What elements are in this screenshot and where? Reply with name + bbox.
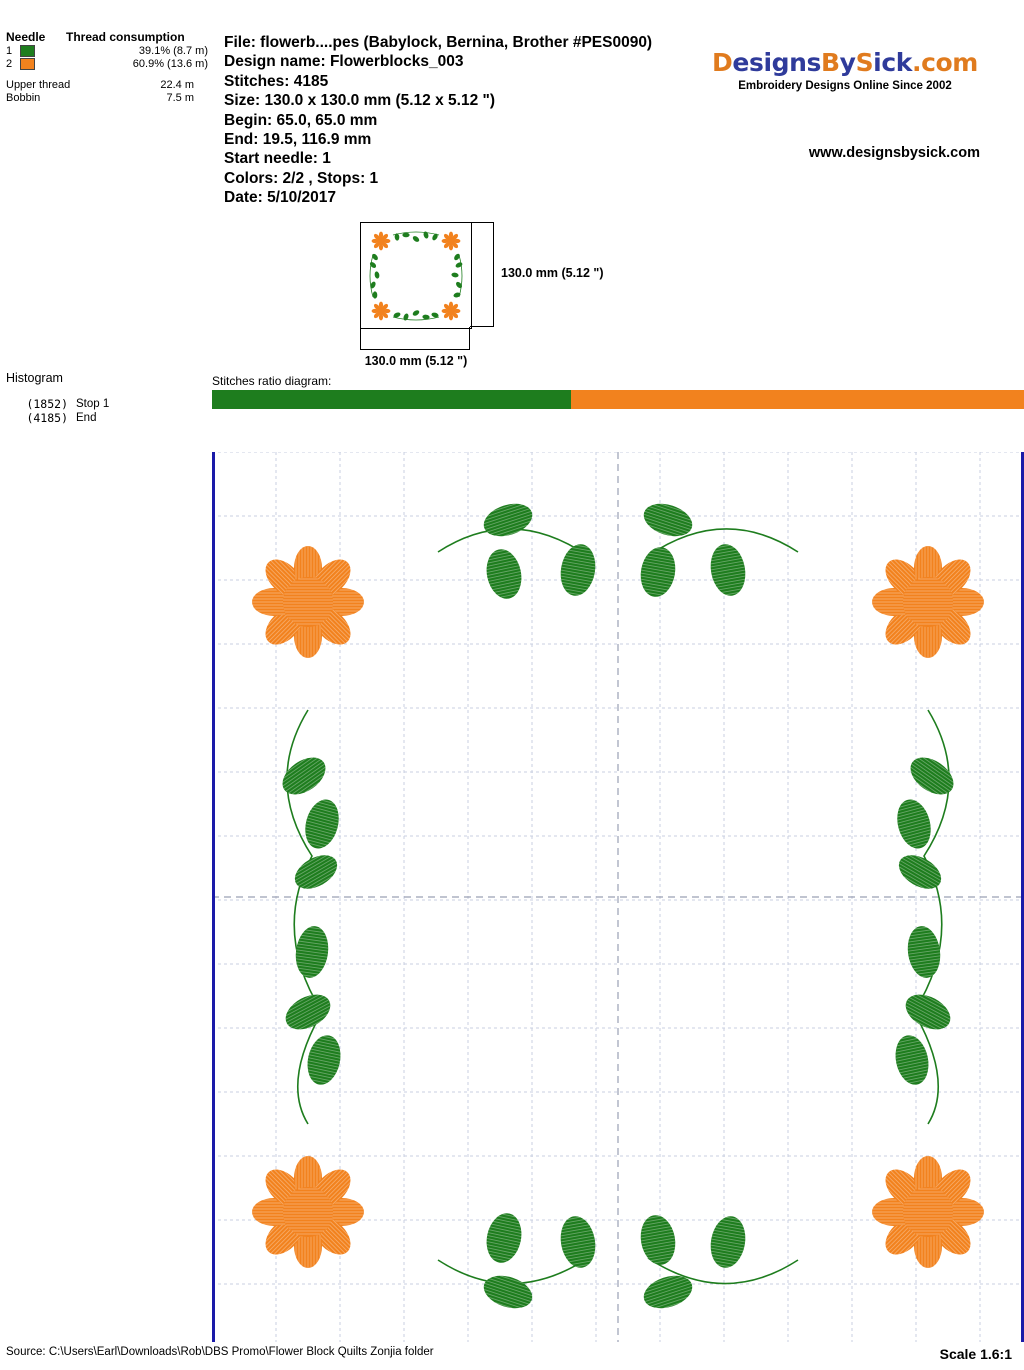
logo-text-esigns: esigns xyxy=(732,48,821,77)
needle-row xyxy=(6,44,216,57)
design-canvas xyxy=(212,452,1024,1342)
stitch-ratio-segment xyxy=(212,390,571,409)
histogram-event-label: End xyxy=(76,412,97,424)
logo-text-dotcom: .com xyxy=(912,48,978,77)
needle-table-header xyxy=(6,30,216,44)
stitch-ratio-label: Stitches ratio diagram: xyxy=(212,374,332,388)
thread-summary-label: Upper thread xyxy=(6,79,71,91)
histogram-rows xyxy=(6,397,109,425)
thread-consumption-column-header: Thread consumption xyxy=(66,30,185,44)
thread-summary-value: 7.5 m xyxy=(166,92,194,104)
thread-summary-row xyxy=(6,79,216,92)
logo-letter-y: y xyxy=(839,48,856,77)
dimension-width-label: 130.0 mm (5.12 ") xyxy=(364,354,468,368)
dimension-leader-right xyxy=(469,327,470,350)
source-path: Source: C:\Users\Earl\Downloads\Rob\DBS Promo\Flower Block Quilts Zonjia folder xyxy=(6,1346,434,1358)
dimension-leader-bottom xyxy=(470,326,494,327)
design-info-line: Stitches: 4185 xyxy=(224,72,329,90)
dimension-line-horizontal xyxy=(360,349,470,350)
needle-thread-panel xyxy=(6,30,216,105)
design-info-line: Design name: Flowerblocks_003 xyxy=(224,53,464,71)
thread-color-swatch xyxy=(20,58,35,70)
thread-summary-value: 22.4 m xyxy=(160,79,194,91)
dimension-leader-left xyxy=(360,327,361,350)
needle-rows xyxy=(6,44,216,70)
design-info-line: End: 19.5, 116.9 mm xyxy=(224,131,372,149)
stitch-ratio-bar xyxy=(212,390,1024,409)
embroidery-design-preview xyxy=(212,452,1024,1342)
histogram-row xyxy=(6,397,109,411)
needle-index: 1 xyxy=(6,44,13,57)
design-info-line: File: flowerb....pes (Babylock, Bernina, Brother #PES0090) xyxy=(224,34,653,51)
histogram-row xyxy=(6,411,109,425)
thread-summary-row xyxy=(6,92,216,105)
stitch-ratio-segment xyxy=(571,390,1024,409)
logo-text-ick: ick xyxy=(873,48,912,77)
design-info-line: Size: 130.0 x 130.0 mm (5.12 x 5.12 ") xyxy=(224,92,496,110)
design-thumbnail xyxy=(360,222,472,329)
logo-tagline: Embroidery Designs Online Since 2002 xyxy=(738,80,952,92)
logo-letter-d: D xyxy=(712,48,733,77)
thread-consumption-value: 60.9% (13.6 m) xyxy=(132,57,208,70)
histogram-event-label: Stop 1 xyxy=(76,398,110,410)
logo-letter-s: S xyxy=(855,48,874,77)
thread-summary-label: Bobbin xyxy=(6,92,41,104)
histogram-stitch-count: (1852) xyxy=(26,397,68,411)
dimension-height-label: 130.0 mm (5.12 ") xyxy=(501,266,604,280)
histogram-title: Histogram xyxy=(6,371,63,385)
thumbnail-preview-icon xyxy=(361,223,471,328)
design-info-block xyxy=(224,33,652,208)
design-info-line: Start needle: 1 xyxy=(224,150,331,168)
logo-letter-b: B xyxy=(821,48,840,77)
design-info-line: Begin: 65.0, 65.0 mm xyxy=(224,111,378,129)
needle-column-header: Needle xyxy=(6,30,46,44)
design-info-line: Date: 5/10/2017 xyxy=(224,189,337,207)
thread-color-swatch xyxy=(20,45,35,57)
hoop-boundary-left xyxy=(212,452,215,1342)
thread-consumption-value: 39.1% (8.7 m) xyxy=(138,44,208,57)
design-thumbnail-diagram xyxy=(360,222,620,372)
scale-label: Scale 1.6:1 xyxy=(939,1346,1012,1362)
design-info-line: Colors: 2/2 , Stops: 1 xyxy=(224,169,379,187)
dimension-leader-top xyxy=(470,222,494,223)
needle-index: 2 xyxy=(6,57,13,70)
histogram-panel xyxy=(6,371,109,425)
thread-summary xyxy=(6,79,216,105)
histogram-stitch-count: (4185) xyxy=(26,411,68,425)
site-url: www.designsbysick.com xyxy=(808,145,980,161)
dimension-line-vertical xyxy=(493,222,494,327)
site-logo xyxy=(680,48,1010,92)
needle-row xyxy=(6,57,216,70)
logo-wordmark xyxy=(680,48,1010,77)
